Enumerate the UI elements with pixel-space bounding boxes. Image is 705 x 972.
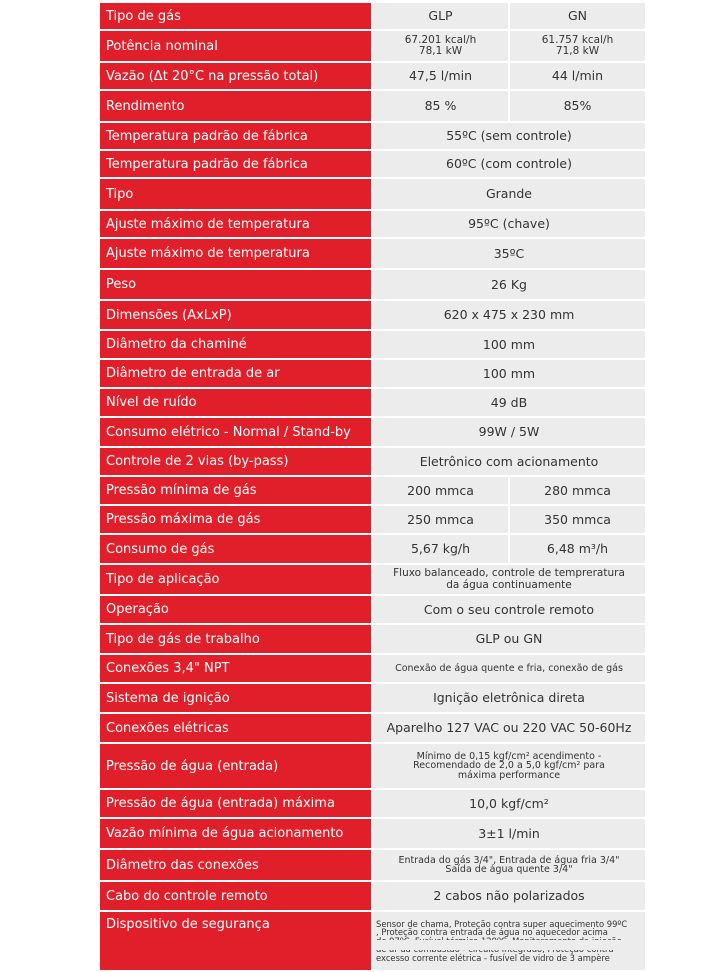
- spec-row: [100, 596, 645, 623]
- spec-values: [373, 63, 645, 89]
- spec-values: [373, 625, 645, 653]
- spec-value: 10,0 kgf/cm²: [373, 790, 645, 817]
- spec-row: [100, 535, 645, 563]
- spec-values: [373, 565, 645, 594]
- spec-row: [100, 882, 645, 910]
- spec-values: [373, 211, 645, 237]
- spec-label: Tipo de aplicação: [100, 565, 371, 594]
- spec-label: Vazão (Δt 20°C na pressão total): [100, 63, 371, 89]
- spec-label: Pressão de água (entrada) máxima: [100, 790, 371, 817]
- spec-row: [100, 91, 645, 121]
- spec-label: Ajuste máximo de temperatura: [100, 239, 371, 268]
- value-column-fill: [373, 940, 645, 950]
- spec-values: [373, 819, 645, 848]
- spec-value: Eletrônico com acionamento: [373, 448, 645, 475]
- spec-value: 3±1 l/min: [373, 819, 645, 848]
- spec-value: 250 mmca: [373, 506, 508, 533]
- spec-value: 95ºC (chave): [373, 211, 645, 237]
- spec-values: [373, 301, 645, 329]
- spec-row: [100, 506, 645, 533]
- spec-row: [100, 477, 645, 504]
- spec-values: [373, 3, 645, 29]
- spec-row: [100, 389, 645, 416]
- spec-values: [373, 389, 645, 416]
- spec-values: [373, 882, 645, 910]
- spec-value: Aparelho 127 VAC ou 220 VAC 50-60Hz: [373, 714, 645, 742]
- spec-label: Sistema de ignição: [100, 684, 371, 712]
- spec-label: Operação: [100, 596, 371, 623]
- spec-label: Tipo de gás de trabalho: [100, 625, 371, 653]
- spec-label: Nível de ruído: [100, 389, 371, 416]
- spec-row: [100, 625, 645, 653]
- spec-values: [373, 850, 645, 880]
- spec-values: [373, 790, 645, 817]
- spec-label: Diâmetro de entrada de ar: [100, 360, 371, 387]
- spec-row: [100, 123, 645, 149]
- spec-label: Consumo de gás: [100, 535, 371, 563]
- spec-label: Conexões 3,4" NPT: [100, 655, 371, 682]
- label-column-fill: [100, 940, 371, 950]
- spec-values: [373, 535, 645, 563]
- spec-value: 47,5 l/min: [373, 63, 508, 89]
- spec-label: Pressão máxima de gás: [100, 506, 371, 533]
- spec-label: Cabo do controle remoto: [100, 882, 371, 910]
- spec-value: 85 %: [373, 91, 508, 121]
- spec-label: Dimensões (AxLxP): [100, 301, 371, 329]
- spec-label: Temperatura padrão de fábrica: [100, 151, 371, 177]
- spec-values: [373, 179, 645, 209]
- spec-label: Tipo: [100, 179, 371, 209]
- spec-value: 61.757 kcal/h 71,8 kW: [510, 31, 645, 61]
- spec-label: Rendimento: [100, 91, 371, 121]
- spec-label: Vazão mínima de água acionamento: [100, 819, 371, 848]
- spec-row: [100, 179, 645, 209]
- spec-values: [373, 239, 645, 268]
- spec-label: Diâmetro das conexões: [100, 850, 371, 880]
- spec-label: Conexões elétricas: [100, 714, 371, 742]
- spec-values: [373, 477, 645, 504]
- spec-row: [100, 418, 645, 446]
- spec-values: [373, 596, 645, 623]
- spec-row: [100, 714, 645, 742]
- spec-value: 100 mm: [373, 331, 645, 358]
- spec-value: GLP: [373, 3, 508, 29]
- spec-value: Entrada do gás 3/4", Entrada de água fria 3/4" Saída de água quente 3/4": [373, 850, 645, 880]
- spec-value: Fluxo balanceado, controle de tempreratura da água continuamente: [373, 565, 645, 594]
- spec-row: [100, 684, 645, 712]
- spec-row: [100, 239, 645, 268]
- spec-table: [100, 3, 645, 972]
- spec-value: 350 mmca: [510, 506, 645, 533]
- spec-row: [100, 270, 645, 299]
- spec-value: 99W / 5W: [373, 418, 645, 446]
- spec-value: GN: [510, 3, 645, 29]
- spec-values: [373, 744, 645, 788]
- spec-value: Conexão de água quente e fria, conexão de gás: [373, 655, 645, 682]
- spec-value: 35ºC: [373, 239, 645, 268]
- spec-row: [100, 565, 645, 594]
- spec-value: 85%: [510, 91, 645, 121]
- spec-values: [373, 684, 645, 712]
- spec-row: [100, 211, 645, 237]
- spec-label: Diâmetro da chaminé: [100, 331, 371, 358]
- spec-values: [373, 91, 645, 121]
- spec-label: Controle de 2 vias (by-pass): [100, 448, 371, 475]
- spec-value: Grande: [373, 179, 645, 209]
- spec-row: [100, 63, 645, 89]
- spec-values: [373, 714, 645, 742]
- spec-value: 6,48 m³/h: [510, 535, 645, 563]
- spec-label: Peso: [100, 270, 371, 299]
- spec-values: [373, 506, 645, 533]
- spec-row: [100, 31, 645, 61]
- spec-label: Potência nominal: [100, 31, 371, 61]
- spec-row: [100, 850, 645, 880]
- spec-row: [100, 744, 645, 788]
- spec-values: [373, 360, 645, 387]
- spec-row: [100, 819, 645, 848]
- spec-values: [373, 270, 645, 299]
- spec-value: Ignição eletrônica direta: [373, 684, 645, 712]
- spec-values: [373, 31, 645, 61]
- spec-label: Tipo de gás: [100, 3, 371, 29]
- spec-value: 55ºC (sem controle): [373, 123, 645, 149]
- spec-value: 60ºC (com controle): [373, 151, 645, 177]
- spec-value: 5,67 kg/h: [373, 535, 508, 563]
- spec-row: [100, 360, 645, 387]
- spec-label: Temperatura padrão de fábrica: [100, 123, 371, 149]
- spec-row: [100, 151, 645, 177]
- spec-value: 620 x 475 x 230 mm: [373, 301, 645, 329]
- spec-values: [373, 448, 645, 475]
- spec-row: [100, 790, 645, 817]
- spec-values: [373, 123, 645, 149]
- spec-values: [373, 418, 645, 446]
- spec-label: Ajuste máximo de temperatura: [100, 211, 371, 237]
- spec-row: [100, 301, 645, 329]
- spec-value: 100 mm: [373, 360, 645, 387]
- spec-label: Pressão de água (entrada): [100, 744, 371, 788]
- spec-row: [100, 655, 645, 682]
- spec-label: Pressão mínima de gás: [100, 477, 371, 504]
- spec-value: Com o seu controle remoto: [373, 596, 645, 623]
- spec-value: 67.201 kcal/h 78,1 kW: [373, 31, 508, 61]
- spec-value: Mínimo de 0,15 kgf/cm² acendimento - Recomendado de 2,0 a 5,0 kgf/cm² para máxima performance: [373, 744, 645, 788]
- spec-row: [100, 448, 645, 475]
- spec-value: 49 dB: [373, 389, 645, 416]
- spec-value: 200 mmca: [373, 477, 508, 504]
- spec-value: Sensor de chama, Proteção contra super aquecimento 99ºC , Proteção contra entrada de água no aquecedor acima excesso corrente elétrica - fusível de vidro de 3 ampère: [373, 912, 645, 970]
- spec-values: [373, 151, 645, 177]
- spec-label: Dispositivo de segurança: [100, 912, 371, 970]
- spec-values: [373, 331, 645, 358]
- spec-row: [100, 3, 645, 29]
- spec-value: GLP ou GN: [373, 625, 645, 653]
- spec-label: Consumo elétrico - Normal / Stand-by: [100, 418, 371, 446]
- spec-value: 2 cabos não polarizados: [373, 882, 645, 910]
- spec-value: 44 l/min: [510, 63, 645, 89]
- spec-value: 26 Kg: [373, 270, 645, 299]
- spec-row: [100, 331, 645, 358]
- spec-values: [373, 655, 645, 682]
- spec-value: 280 mmca: [510, 477, 645, 504]
